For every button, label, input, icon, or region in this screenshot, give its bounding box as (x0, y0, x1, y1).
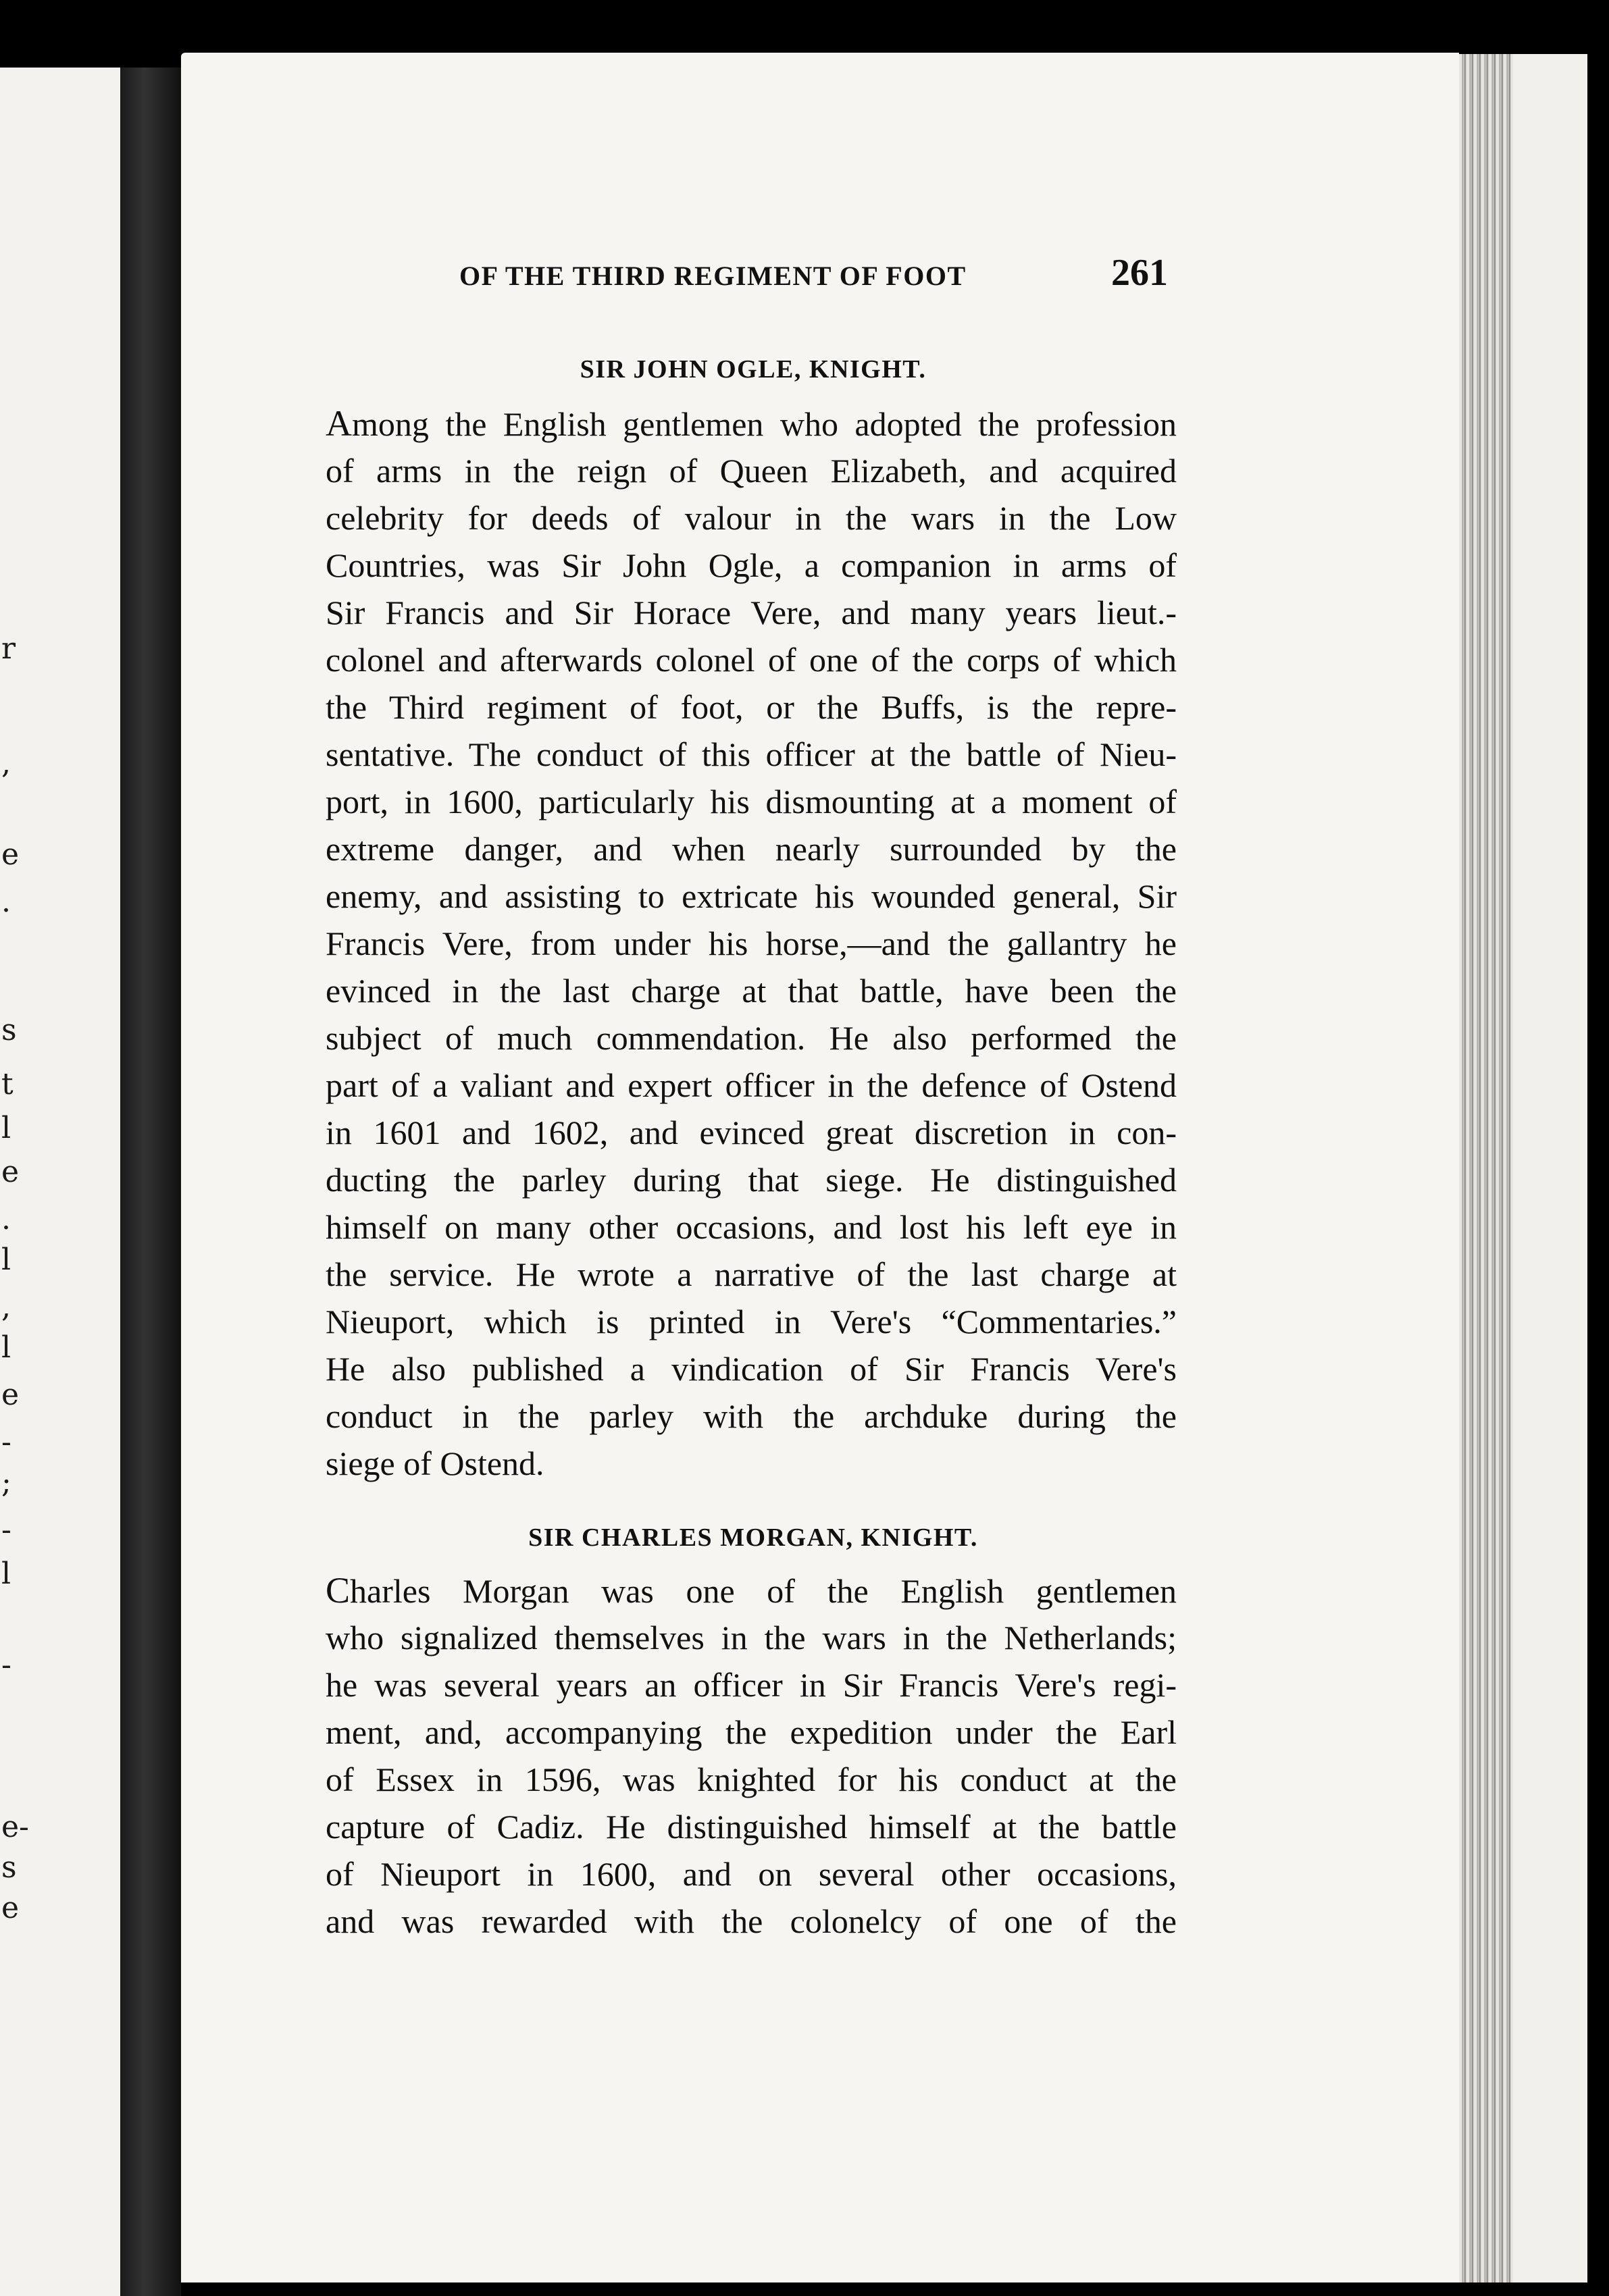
left-fragment: l (1, 1111, 11, 1145)
text-line: of arms in the reign of Queen Elizabeth, and acquired (326, 452, 1177, 490)
scan-background-right (1513, 54, 1587, 2282)
left-fragment: s (1, 1013, 17, 1047)
left-fragment: l (1, 1243, 11, 1277)
left-fragment: . (1, 885, 11, 919)
text-line: Francis Vere, from under his horse,—and the gallantry he (326, 924, 1177, 962)
text-line: Sir Francis and Sir Horace Vere, and many years lieut.- (326, 594, 1177, 631)
page-number: 261 (1111, 252, 1168, 294)
text-line: of Essex in 1596, was knighted for his conduct at the (326, 1760, 1177, 1798)
section-heading-charles-morgan: SIR CHARLES MORGAN, KNIGHT. (528, 1523, 978, 1552)
left-fragment: - (1, 1425, 11, 1459)
text-line: conduct in the parley with the archduke during the (326, 1397, 1177, 1435)
text-line: of Nieuport in 1600, and on several other occasions, (326, 1855, 1177, 1893)
book-gutter (120, 68, 181, 2296)
text-line: port, in 1600, particularly his dismounting at a moment of (326, 783, 1177, 820)
left-fragment: - (1, 1648, 11, 1682)
running-head: OF THE THIRD REGIMENT OF FOOT (459, 261, 967, 291)
text-line: enemy, and assisting to extricate his wounded general, Sir (326, 877, 1177, 915)
text-line: ment, and, accompanying the expedition under the Earl (326, 1713, 1177, 1751)
text-line: ducting the parley during that siege. He distinguished (326, 1161, 1177, 1199)
left-fragment: l (1, 1330, 11, 1365)
text-line: Countries, was Sir John Ogle, a companion in arms of (326, 546, 1177, 584)
left-fragment: s (1, 1850, 17, 1885)
text-line: subject of much commendation. He also performed the (326, 1019, 1177, 1057)
left-fragment: , (1, 1290, 11, 1324)
left-page-edge (0, 68, 120, 2296)
text-line: part of a valiant and expert officer in the defence of Ostend (326, 1066, 1177, 1104)
text-line: the Third regiment of foot, or the Buffs, is the repre- (326, 688, 1177, 726)
left-fragment: e (1, 1378, 20, 1412)
left-fragment: e- (1, 1810, 29, 1844)
left-fragment: e (1, 837, 20, 872)
left-fragment: ; (1, 1465, 11, 1500)
text-line: Among the English gentlemen who adopted the profession (326, 403, 1177, 444)
text-line: Nieuport, which is printed in Vere's “Commentaries.” (326, 1303, 1177, 1340)
text-line: in 1601 and 1602, and evinced great discretion in con- (326, 1114, 1177, 1151)
text-line: sentative. The conduct of this officer at the battle of Nieu- (326, 735, 1177, 773)
text-line: capture of Cadiz. He distinguished himself at the battle (326, 1808, 1177, 1846)
text-line: himself on many other occasions, and lost his left eye in (326, 1208, 1177, 1246)
left-fragment: . (1, 1202, 11, 1236)
text-line: He also published a vindication of Sir Francis Vere's (326, 1350, 1177, 1388)
text-line: and was rewarded with the colonelcy of one of the (326, 1902, 1177, 1940)
text-line: the service. He wrote a narrative of the last charge at (326, 1255, 1177, 1293)
left-fragment: - (1, 1513, 11, 1547)
page-fore-edge (1459, 54, 1513, 2282)
text-line: colonel and afterwards colonel of one of the corps of which (326, 641, 1177, 679)
section-body-john-ogle (326, 400, 1177, 1487)
left-fragment: l (1, 1557, 11, 1591)
text-line: he was several years an officer in Sir Francis Vere's regi- (326, 1666, 1177, 1704)
text-line: evinced in the last charge at that battle, have been the (326, 972, 1177, 1010)
section-heading-john-ogle: SIR JOHN OGLE, KNIGHT. (580, 355, 927, 384)
text-line: who signalized themselves in the wars in the Netherlands; (326, 1619, 1177, 1656)
left-fragment: r (1, 631, 16, 666)
text-line: extreme danger, and when nearly surrounded by the (326, 830, 1177, 868)
text-line: Charles Morgan was one of the English gentlemen (326, 1570, 1177, 1611)
left-page-text-fragments (0, 68, 29, 2296)
left-fragment: , (1, 746, 11, 781)
text-line: siege of Ostend. (326, 1444, 544, 1482)
section-body-charles-morgan (326, 1567, 1177, 1945)
left-fragment: t (1, 1067, 14, 1101)
left-fragment: e (1, 1155, 20, 1189)
left-fragment: e (1, 1891, 20, 1925)
text-line: celebrity for deeds of valour in the wars in the Low (326, 499, 1177, 537)
